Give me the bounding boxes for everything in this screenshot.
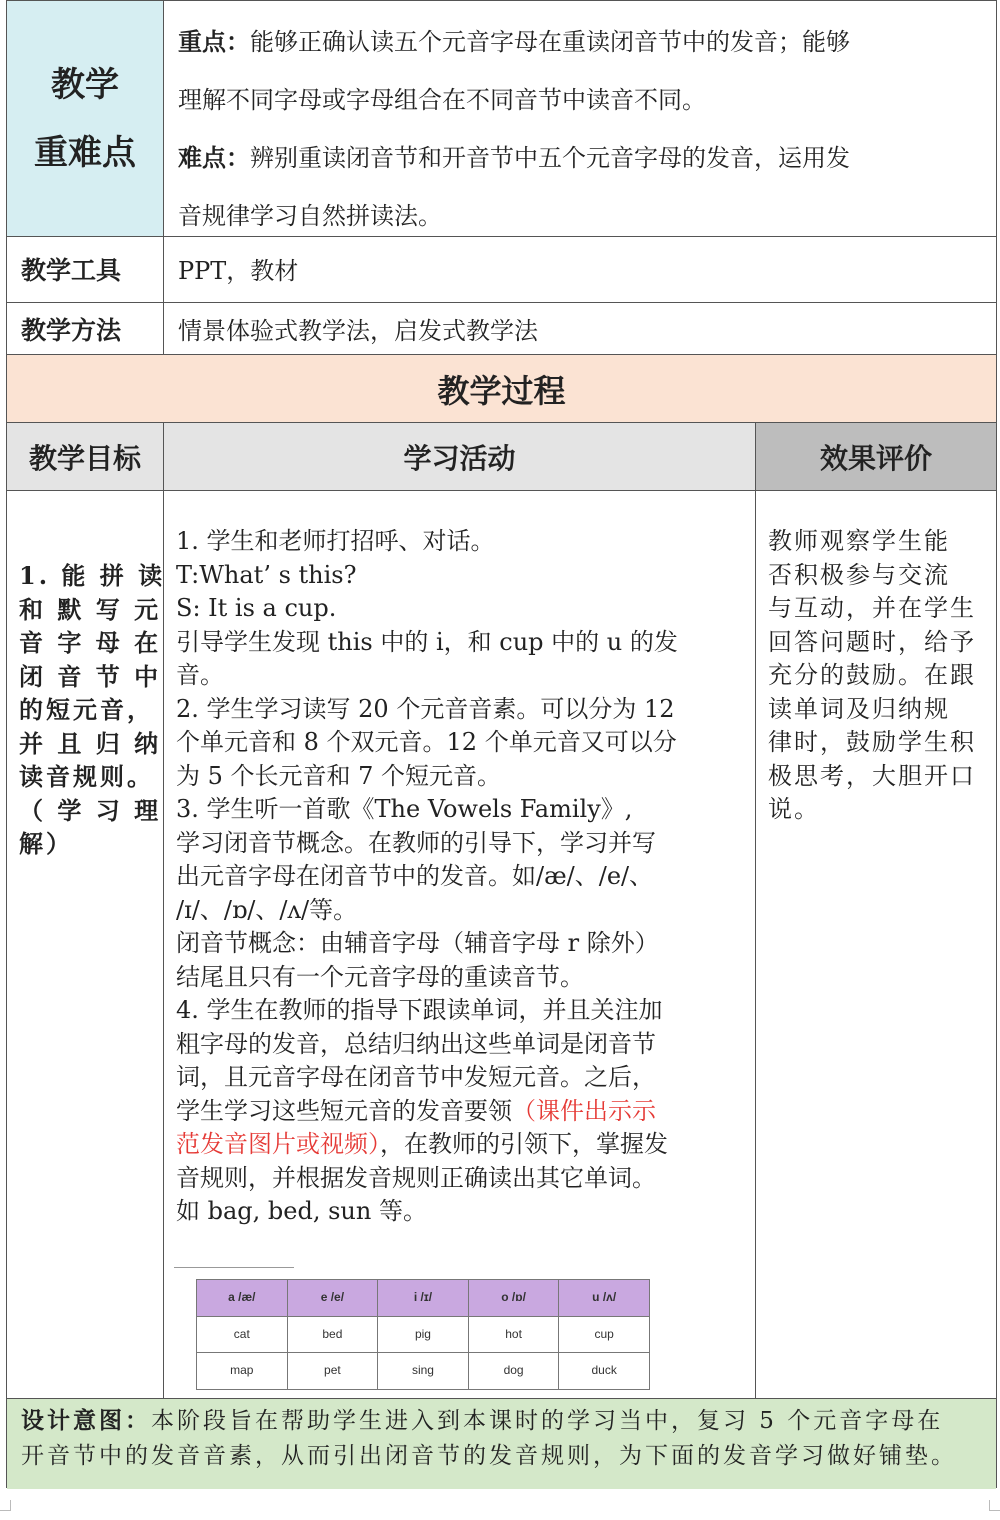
goal-line: 1. 能 拼 读 <box>19 561 166 590</box>
evaluation-line: 说。 <box>768 795 820 823</box>
vowel-word: hot <box>468 1316 559 1353</box>
activity-line: 4. 学生在教师的指导下跟读单词，并且关注加 <box>176 996 663 1024</box>
key-points-label <box>7 1 164 236</box>
goal-line: 并 且 归 纳 <box>19 728 162 758</box>
activity-line: T:What’ s this? <box>176 560 357 589</box>
process-title: 教学过程 <box>7 355 996 423</box>
activity-line: 音。 <box>176 661 224 689</box>
vowel-word: cat <box>197 1316 288 1353</box>
activity-line: 引导学生发现 this 中的 i，和 cup 中的 u 的发 <box>176 627 678 656</box>
activity-text: 学生学习这些短元音的发音要领 <box>176 1096 512 1125</box>
goal-cell <box>7 491 164 1398</box>
column-header-evaluation: 效果评价 <box>756 423 996 490</box>
goal-line: 音 字 母 在 <box>19 628 162 657</box>
vowel-word: pig <box>378 1316 469 1353</box>
activity-line: 出元音字母在闭音节中的发音。如/æ/、/e/、 <box>176 862 654 890</box>
activity-line <box>176 1095 747 1129</box>
column-header-activity: 学习活动 <box>164 423 756 490</box>
vowel-header: e /e/ <box>287 1280 378 1317</box>
activity-line: 闭音节概念：由辅音字母（辅音字母 r 除外） <box>176 929 659 957</box>
methods-row <box>7 303 996 355</box>
focus-line2: 理解不同字母或字母组合在不同音节中读音不同。 <box>178 86 706 114</box>
design-intent-line1 <box>21 1403 982 1439</box>
vowel-table-row <box>197 1353 650 1390</box>
key-points-row <box>7 1 996 237</box>
activity-line: 2. 学生学习读写 20 个元音音素。可以分为 12 <box>176 694 675 723</box>
methods-label: 教学方法 <box>7 303 164 354</box>
vowel-word: cup <box>559 1316 650 1353</box>
evaluation-line: 教师观察学生能 <box>768 527 950 555</box>
design-intent-lead: 设计意图： <box>21 1407 151 1434</box>
vowel-word: sing <box>378 1353 469 1390</box>
design-intent-line2: 开音节中的发音音素，从而引出闭音节的发音规则，为下面的发音学习做好铺垫。 <box>21 1443 957 1469</box>
key-points-label-line1: 教学 <box>51 64 119 105</box>
evaluation-line: 回答问题时，给予 <box>768 627 976 656</box>
goal-line: 解） <box>19 829 73 858</box>
activity-line: S: It is a cup. <box>176 594 337 622</box>
vowel-word: duck <box>559 1353 650 1390</box>
activity-line: 3. 学生听一首歌《The Vowels Family》, <box>176 795 633 823</box>
key-points-content <box>164 1 996 236</box>
vowel-word: map <box>197 1353 288 1390</box>
page-corner-mark <box>989 1500 1000 1511</box>
activity-line: 个单元音和 8 个双元音。12 个单元音又可以分 <box>176 728 677 756</box>
difficulty-text1: 辨别重读闭音节和开音节中五个元音字母的发音，运用发 <box>250 144 850 172</box>
difficulty-line2: 音规律学习自然拼读法。 <box>178 202 442 230</box>
goal-line: 的短元音， <box>19 695 154 724</box>
tools-value: PPT，教材 <box>178 257 299 285</box>
difficulty-lead: 难点： <box>178 143 250 172</box>
focus-lead: 重点： <box>178 27 250 56</box>
vowel-word: pet <box>287 1353 378 1390</box>
activity-line <box>176 1128 747 1162</box>
activity-line: /ɪ/、/ɒ/、/ʌ/等。 <box>176 895 358 924</box>
goal-line: 读音规则。 <box>19 762 154 791</box>
activity-line: 粗字母的发音，总结归纳出这些单词是闭音节 <box>176 1029 656 1058</box>
page-corner-mark <box>0 1500 11 1511</box>
difficulty-line1 <box>178 129 984 187</box>
design-intent-row <box>7 1399 996 1489</box>
evaluation-line: 读单词及归纳规 <box>768 694 950 723</box>
activity-line: 结尾且只有一个元音字母的重读音节。 <box>176 962 584 991</box>
goal-line: 和 默 写 元 <box>19 594 162 624</box>
vowel-table-row <box>197 1316 650 1353</box>
evaluation-line: 否积极参与交流 <box>768 560 950 589</box>
tools-row <box>7 237 996 303</box>
activity-cell <box>164 491 756 1398</box>
vowel-table-header-row <box>197 1280 650 1317</box>
vowel-header: u /ʌ/ <box>559 1280 650 1317</box>
activity-line: 词，且元音字母在闭音节中发短元音。之后， <box>176 1063 656 1091</box>
tools-label: 教学工具 <box>7 237 164 302</box>
focus-line1 <box>178 13 984 71</box>
goal-line: （ 学 习 理 <box>19 795 162 825</box>
column-header-goal: 教学目标 <box>7 423 164 490</box>
goal-line: 闭 音 节 中 <box>19 661 162 691</box>
vowel-table <box>196 1279 650 1390</box>
activity-line: 为 5 个长元音和 7 个短元音。 <box>176 761 502 790</box>
evaluation-line: 充分的鼓励。在跟 <box>768 661 976 689</box>
courseware-note: （课件出示示 <box>512 1096 656 1125</box>
methods-value: 情景体验式教学法，启发式教学法 <box>178 317 538 345</box>
lesson-plan-table <box>6 0 997 1488</box>
process-body-row <box>7 491 996 1399</box>
vowel-word: bed <box>287 1316 378 1353</box>
design-intent-text: 本阶段旨在帮助学生进入到本课时的学习当中，复习 5 个元音字母在 <box>151 1408 944 1434</box>
courseware-note: 范发音图片或视频） <box>176 1130 380 1158</box>
evaluation-line: 律时，鼓励学生积 <box>768 728 976 756</box>
vowel-header: o /ɒ/ <box>468 1280 559 1317</box>
activity-text: ，在教师的引领下，掌握发 <box>380 1130 668 1158</box>
column-header-row <box>7 423 996 491</box>
vowel-header: a /æ/ <box>197 1280 288 1317</box>
activity-line: 学习闭音节概念。在教师的引导下，学习并写 <box>176 828 656 857</box>
divider-line <box>174 1267 294 1268</box>
evaluation-line: 与互动，并在学生 <box>768 594 976 622</box>
activity-line: 如 bag, bed, sun 等。 <box>176 1197 427 1225</box>
key-points-label-line2: 重难点 <box>34 132 136 173</box>
focus-text1: 能够正确认读五个元音字母在重读闭音节中的发音；能够 <box>250 28 850 56</box>
evaluation-line: 极思考，大胆开口 <box>768 761 976 790</box>
vowel-header: i /ɪ/ <box>378 1280 469 1317</box>
activity-line: 1. 学生和老师打招呼、对话。 <box>176 527 495 555</box>
activity-line: 音规则，并根据发音规则正确读出其它单词。 <box>176 1163 656 1192</box>
vowel-word: dog <box>468 1353 559 1390</box>
evaluation-cell <box>756 491 996 1398</box>
